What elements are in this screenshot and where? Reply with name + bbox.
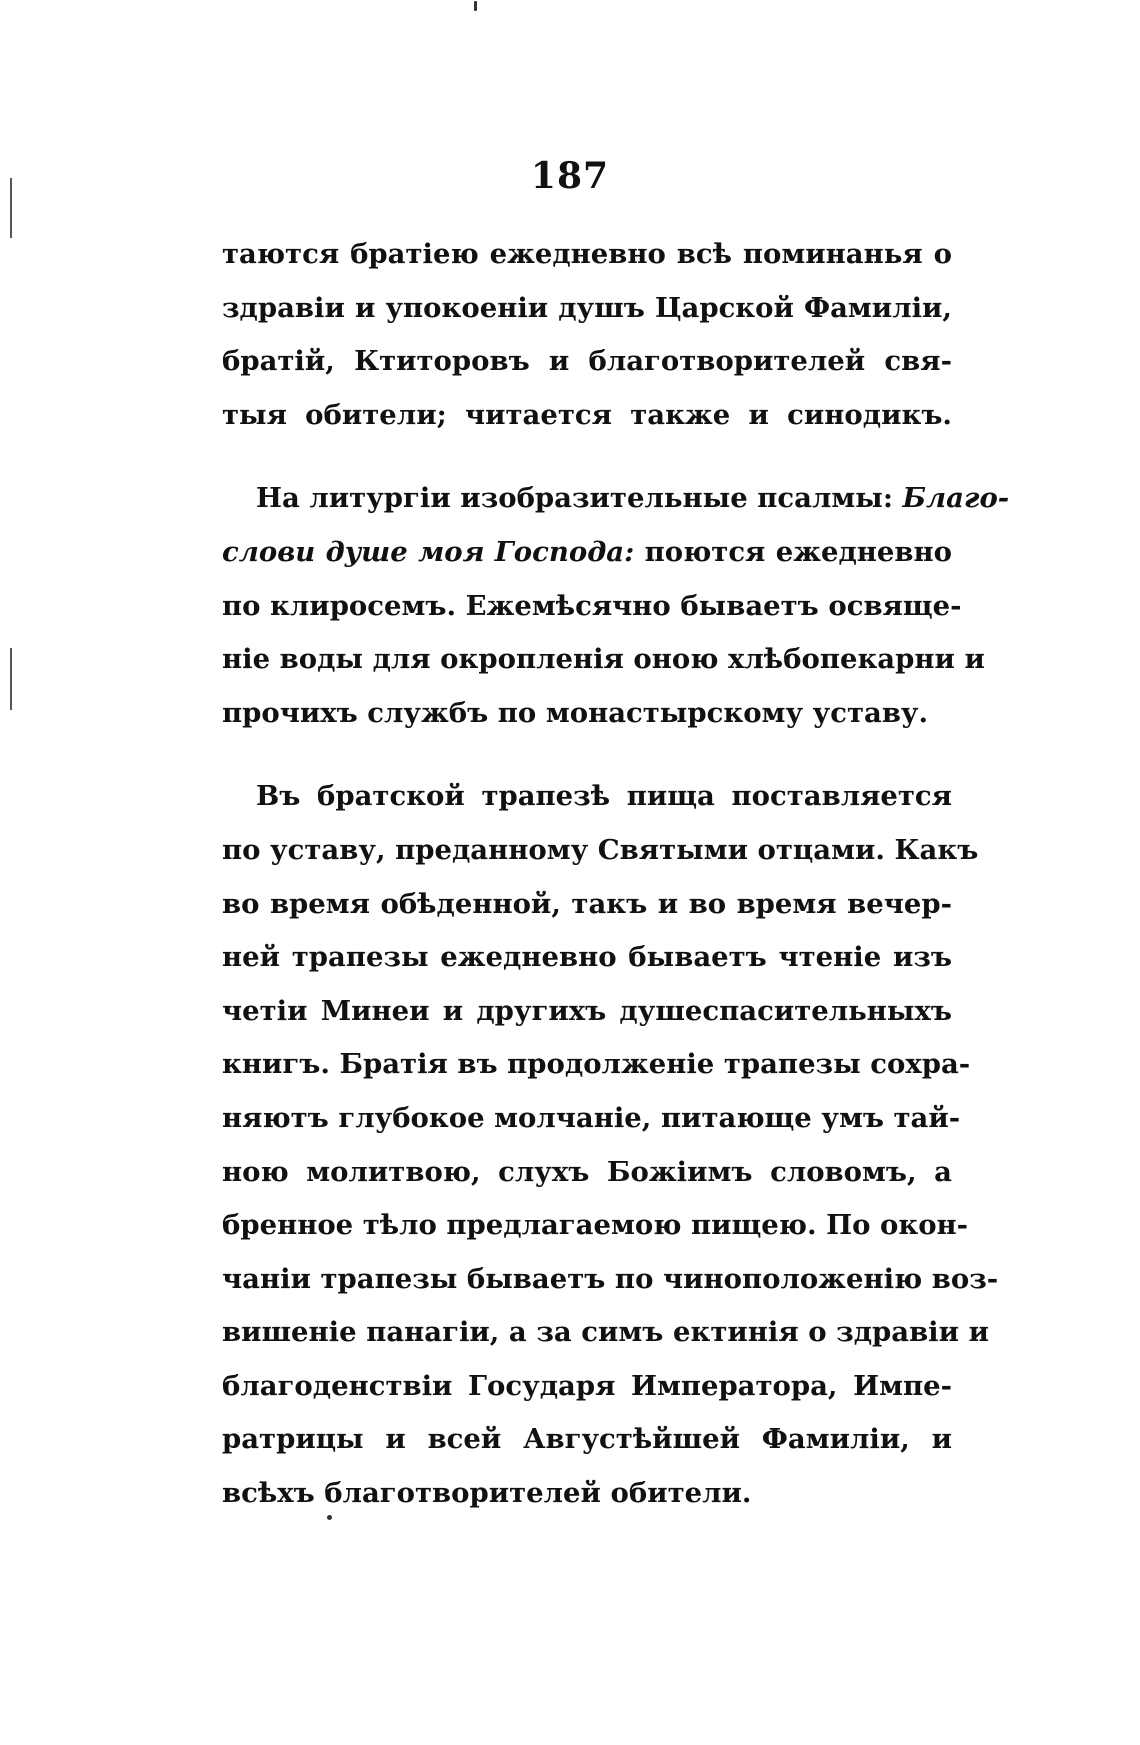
body-text	[222, 228, 1010, 1551]
text-line-plain: слови душе моя Господа: поются ежедневно	[222, 535, 952, 568]
paragraph-3	[222, 770, 999, 1520]
text-line: благоденствiи Государя Императора, Импе-	[222, 1369, 952, 1402]
text-line: по уставу, преданному Святыми отцами. Какъ	[222, 833, 979, 866]
text-line: бренное тѣло предлагаемою пищею. По окон-	[222, 1209, 969, 1242]
text-line: няютъ глубокое молчанiе, питающе умъ тай-	[222, 1101, 961, 1134]
text-line: ней трапезы ежедневно бываетъ чтенiе изъ	[222, 941, 952, 974]
italic-quote: Благо-	[902, 482, 1010, 515]
text-line: по клиросемъ. Ежемѣсячно бываетъ освяще-	[222, 589, 962, 622]
scan-margin-mark	[10, 648, 12, 710]
text-line: таются братiею ежедневно всѣ поминанья о	[222, 238, 952, 270]
page-number: 187	[530, 155, 610, 197]
text-line: четiи Минеи и другихъ душеспасительныхъ	[222, 994, 952, 1027]
text-line: книгъ. Братiя въ продолженiе трапезы сохра-	[222, 1048, 971, 1081]
italic-quote: слови душе моя Господа:	[222, 535, 635, 568]
text-line: вишенiе панагiи, а за симъ ектинiя о здравiи и	[222, 1316, 989, 1349]
text-line: чанiи трапезы бываетъ по чиноположенiю воз-	[222, 1262, 999, 1295]
paragraph-2	[222, 472, 1010, 740]
text-line: братiй, Ктиторовъ и благотворителей свя-	[222, 345, 952, 378]
text-line: Въ братской трапезѣ пища поставляется	[256, 780, 952, 813]
text-line: ною молитвою, слухъ Божiимъ словомъ, а	[222, 1155, 952, 1188]
text-line: прочихъ службъ по монастырскому уставу.	[222, 696, 929, 729]
text-line: ратрицы и всей Августѣйшей Фамилiи, и	[222, 1423, 952, 1456]
text-line	[222, 526, 952, 580]
text-line: всѣхъ благотворителей обители.	[222, 1477, 752, 1510]
scan-speck	[474, 1, 477, 11]
text-line-plain: На литургiи изобразительные псалмы: Благо-	[256, 482, 1010, 515]
text-line: тыя обители; читается также и синодикъ.	[222, 398, 952, 431]
paragraph-1	[222, 228, 952, 442]
text-line	[222, 472, 1010, 526]
text-line: здравiи и упокоенiи душъ Царской Фамилiи,	[222, 291, 952, 324]
text-line: нiе воды для окропленiя оною хлѣбопекарни и	[222, 643, 985, 676]
text-line: во время обѣденной, такъ и во время вечер-	[222, 887, 952, 920]
